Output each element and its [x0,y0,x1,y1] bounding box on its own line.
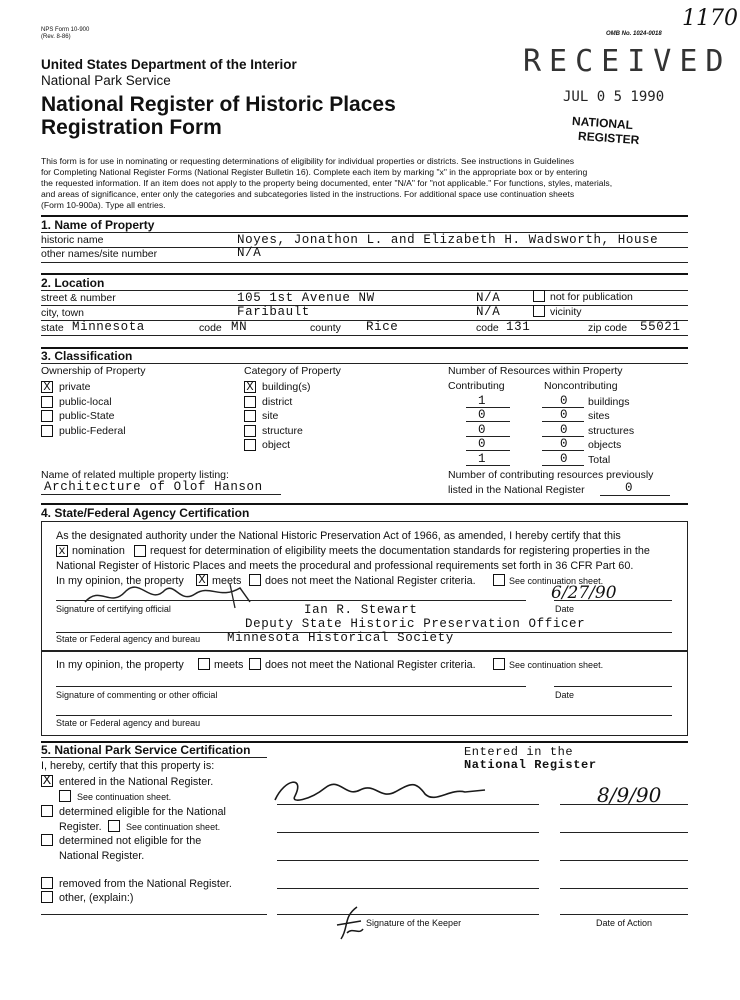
divider [41,262,688,263]
meets-2-label: meets [214,659,244,671]
date-label: Date [555,604,575,614]
divider [277,888,539,889]
entered-label: entered in the National Register. [59,776,214,788]
does-not-meet-label: does not meet the National Register criteria. [265,575,476,587]
divider [41,914,267,915]
instructions-line: and areas of significance, enter only the categories and subcategories listed in the instructions. For additional space use continuation sheets [41,189,575,199]
entered-continuation-checkbox[interactable] [59,790,71,802]
section-5-heading: 5. National Park Service Certification [41,743,251,757]
form-subtitle: Registration Form [41,116,222,139]
resource-label: objects [588,439,622,451]
keeper-initials [335,905,365,943]
category-label: structure [262,425,303,437]
does-not-meet-2-label: does not meet the National Register criteria. [265,659,476,671]
category-district-checkbox[interactable] [244,396,256,408]
certifying-signature-label: Signature of certifying official [56,604,171,614]
agency-label: State or Federal agency and bureau [56,634,201,644]
county-value[interactable]: Rice [366,320,399,334]
divider [41,494,281,495]
opinion-text: In my opinion, the property [56,575,184,587]
divider [560,914,688,915]
previously-listed-label: Number of contributing resources previously [448,469,654,481]
divider [560,804,688,805]
divider [560,888,688,889]
related-listing-value[interactable]: Architecture of Olof Hanson [44,480,263,494]
agency-2-label: State or Federal agency and bureau [56,718,201,728]
continuation-label: See continuation sheet. [77,792,172,802]
not-for-publication-checkbox[interactable] [533,290,545,302]
service: National Park Service [41,73,171,88]
county-code-label: code [476,322,499,334]
divider [554,686,672,687]
removed-checkbox[interactable] [41,877,53,889]
previously-listed-value[interactable]: 0 [625,481,634,495]
instructions-line: the requested information. If an item does not apply to the property being documented, enter "N/A" for "not applicable." For functions, styles, materials, [41,178,613,188]
divider [560,832,688,833]
nomination-label: nomination [72,545,125,557]
divider [41,335,688,336]
resource-label: sites [588,410,610,422]
divider [466,407,510,408]
previously-listed-label-2: listed in the National Register [448,484,585,496]
stamp-national: NATIONAL [571,113,634,133]
category-label: building(s) [262,381,311,393]
ownership-private-checkbox[interactable]: X [41,381,53,393]
keeper-date[interactable]: 8/9/90 [597,783,662,807]
cert-paragraph-2: request for determination of eligibility meets the documentation standards for registering properties in the [150,545,650,557]
section-4-heading: 4. State/Federal Agency Certification [41,506,250,520]
instructions-line: This form is for use in nominating or requesting determinations of eligibility for individual properties or districts. See instructions in Guidelines [41,156,575,166]
vicinity-label: vicinity [550,306,582,318]
instructions-line: for Completing National Register Forms (National Register Bulletin 16). Complete each item by marking "x" in the appropriate box or by entering [41,167,588,177]
divider [41,347,688,349]
divider [41,503,688,505]
contributing-count[interactable]: 1 [478,394,487,408]
other-label: other, (explain:) [59,892,134,904]
street-na[interactable]: N/A [476,291,501,305]
divider [466,450,510,451]
divider [277,804,539,805]
category-site-checkbox[interactable] [244,410,256,422]
divider [41,273,688,275]
not-eligible-label-2: National Register. [59,850,145,862]
entered-stamp-line-1: Entered in the [464,745,574,759]
historic-name-label: historic name [41,234,104,246]
divider [41,757,267,758]
determined-eligible-checkbox[interactable] [41,805,53,817]
section-2-heading: 2. Location [41,276,105,290]
instructions [41,156,701,211]
ownership-heading: Ownership of Property [41,365,146,377]
city-label: city, town [41,307,84,319]
ownership-public-federal-checkbox[interactable] [41,425,53,437]
not-eligible-label: determined not eligible for the [59,835,202,847]
form-number: NPS Form 10-900 [41,27,90,33]
noncontributing-count[interactable]: 0 [560,394,569,408]
state-label: state [41,322,64,334]
omb-number: OMB No. 1024-0018 [606,31,662,37]
official-name[interactable]: Ian R. Stewart [304,603,418,617]
ownership-label: public-local [59,396,112,408]
meets-2-checkbox[interactable] [198,658,210,670]
vicinity-checkbox[interactable] [533,305,545,317]
noncontributing-count[interactable]: 0 [560,437,569,451]
form-revision: (Rev. 8-86) [41,34,71,40]
form-title: National Register of Historic Places [41,93,396,116]
see-continuation-2-checkbox[interactable] [493,658,505,670]
resource-label: buildings [588,396,630,408]
divider [41,215,688,217]
meets-label: meets [212,575,242,587]
divider [466,436,510,437]
ownership-public-local-checkbox[interactable] [41,396,53,408]
contributing-count[interactable]: 0 [478,423,487,437]
see-continuation-checkbox[interactable] [493,574,505,586]
zip-value[interactable]: 55021 [640,320,681,334]
other-signature-label: Signature of commenting or other official [56,690,218,700]
section-1-heading: 1. Name of Property [41,218,155,232]
received-stamp-date: JUL 0 5 1990 [563,89,665,105]
opinion-2-text: In my opinion, the property [56,659,184,671]
divider [542,450,584,451]
divider [560,860,688,861]
category-object-checkbox[interactable] [244,439,256,451]
state-code-label: code [199,322,222,334]
divider [56,715,672,716]
other-checkbox[interactable] [41,891,53,903]
divider [542,421,584,422]
section-3-heading: 3. Classification [41,349,133,363]
certifying-date[interactable]: 6/27/90 [551,583,617,603]
removed-label: removed from the National Register. [59,878,232,890]
divider [542,465,584,466]
entered-stamp-line-2: National Register [464,758,597,772]
category-label: district [262,396,293,408]
noncontributing-count[interactable]: 0 [560,408,569,422]
related-listing-label: Name of related multiple property listing: [41,469,229,481]
stamp-register: REGISTER [577,128,640,148]
official-title[interactable]: Deputy State Historic Preservation Officer [245,617,586,631]
noncontributing-heading: Noncontributing [544,380,618,392]
divider [56,600,526,601]
other-names-label: other names/site number [41,248,158,260]
determined-eligible-label-2: Register. [59,821,102,833]
category-structure-checkbox[interactable] [244,425,256,437]
divider [466,421,510,422]
divider [554,600,672,601]
historic-name-value[interactable]: Noyes, Jonathon L. and Elizabeth H. Wadsworth, House [237,233,659,247]
category-heading: Category of Property [244,365,341,377]
other-names-value[interactable]: N/A [237,246,262,260]
county-label: county [310,322,341,334]
does-not-meet-2-checkbox[interactable] [249,658,261,670]
instructions-line: (Form 10-900a). Type all entries. [41,200,166,210]
resources-heading: Number of Resources within Property [448,365,623,377]
see-continuation-2-label: See continuation sheet. [509,660,604,670]
street-label: street & number [41,292,116,304]
corner-note: 1170 [682,6,738,31]
agency-value[interactable]: Minnesota Historical Society [227,631,454,645]
state-value[interactable]: Minnesota [72,320,145,334]
resource-label: structures [588,425,635,437]
street-value[interactable]: 105 1st Avenue NW [237,291,375,305]
city-na[interactable]: N/A [476,305,501,319]
state-code-value[interactable]: MN [231,320,248,334]
nomination-checkbox[interactable]: x [56,545,68,557]
resource-label: Total [588,454,611,466]
divider [277,832,539,833]
divider [41,363,688,364]
divider [600,495,670,496]
ownership-label: private [59,381,91,393]
contributing-count[interactable]: 0 [478,408,487,422]
entered-checkbox[interactable]: X [42,773,52,789]
keeper-intro: I, hereby, certify that this property is: [41,760,215,772]
received-stamp [523,44,732,106]
ownership-label: public-State [59,410,115,422]
divider [466,465,510,466]
divider [41,305,688,306]
received-stamp-text: RECEIVED [523,44,732,79]
divider [277,914,539,915]
determined-eligible-label: determined eligible for the National [59,806,226,818]
category-building-checkbox[interactable]: X [244,381,256,393]
ownership-public-state-checkbox[interactable] [41,410,53,422]
zip-label: zip code [588,322,628,334]
request-checkbox[interactable] [134,545,146,557]
department: United States Department of the Interior [41,57,297,72]
meets-checkbox[interactable]: X [196,574,208,586]
keeper-signature-label: Signature of the Keeper [366,918,462,928]
contributing-count[interactable]: 1 [478,452,487,466]
contributing-heading: Contributing [448,380,505,392]
contributing-count[interactable]: 0 [478,437,487,451]
eligible-continuation-checkbox[interactable] [108,820,120,832]
not-eligible-checkbox[interactable] [41,834,53,846]
see-continuation-label: See continuation sheet. [509,576,604,586]
cert-paragraph-1: As the designated authority under the National Historic Preservation Act of 1966, as amended, I hereby certify that this [56,530,621,542]
continuation-label: See continuation sheet. [126,822,221,832]
date-2-label: Date [555,690,575,700]
noncontributing-count[interactable]: 0 [560,423,569,437]
cert-paragraph-3: National Register of Historic Places and meets the procedural and professional requirements set forth in 36 CFR Part 60. [56,560,634,572]
county-code-value[interactable]: 131 [506,320,531,334]
city-value[interactable]: Faribault [237,305,310,319]
noncontributing-count[interactable]: 0 [560,452,569,466]
date-of-action-label: Date of Action [596,918,653,928]
divider [277,860,539,861]
category-label: site [262,410,279,422]
category-label: object [262,439,291,451]
ownership-label: public-Federal [59,425,126,437]
not-for-publication-label: not for publication [550,291,633,303]
divider [56,686,526,687]
